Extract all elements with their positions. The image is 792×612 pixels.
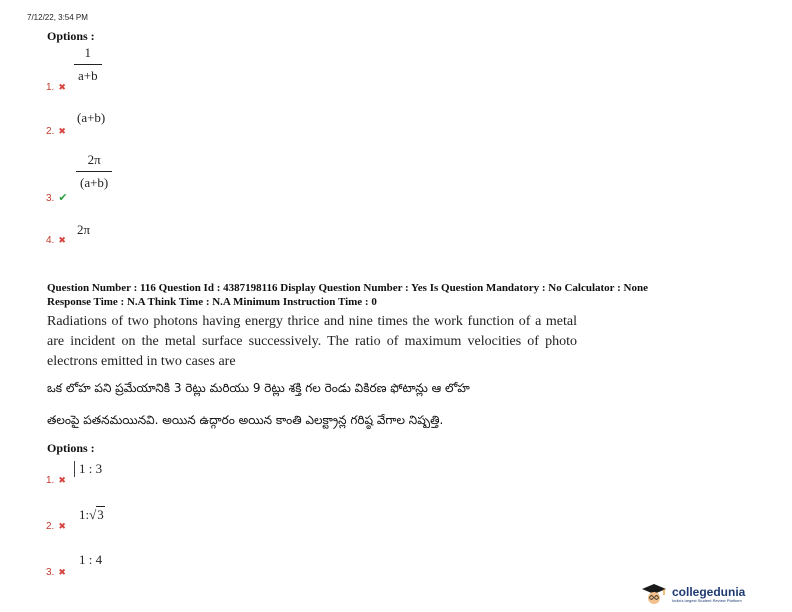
timestamp: 7/12/22, 3:54 PM <box>27 13 88 22</box>
numerator: 1 <box>84 45 92 60</box>
ratio-prefix: 1: <box>79 507 90 522</box>
radicand: 3 <box>97 507 104 522</box>
brand-name: collegedunia <box>672 584 746 599</box>
denominator: a+b <box>74 64 102 84</box>
option-number: 1. <box>46 82 55 93</box>
denominator: (a+b) <box>76 171 112 191</box>
option-4 <box>46 230 66 248</box>
question-meta <box>47 281 747 309</box>
fraction <box>74 45 102 84</box>
option-number: 1. <box>46 475 55 486</box>
cross-icon: ✖ <box>58 475 66 485</box>
options-label: Options : <box>47 29 95 43</box>
question-meta-line1: Question Number : 116 Question Id : 4387198116 Display Question Number : Yes Is Question Mandatory : No Calculator : None <box>47 282 648 294</box>
cross-icon: ✖ <box>58 82 66 92</box>
cross-icon: ✖ <box>58 567 66 577</box>
numerator: 2π <box>87 152 101 167</box>
option-3 <box>46 188 68 206</box>
brand-tagline: India's largest Student Review Platform <box>672 597 742 603</box>
option-number: 2. <box>46 521 55 532</box>
question-text-telugu-line2: తలంపై పతనమయినవి. అయిన ఉద్గారం అయిన కాంతి ఎలక్ట్రాన్ల గరిష్ఠ వేగాల నిష్పత్తి. <box>47 413 444 427</box>
option-text: 1 : 4 <box>79 552 103 567</box>
option-text <box>79 507 105 523</box>
option-1 <box>46 77 66 95</box>
option-number: 2. <box>46 126 55 137</box>
question-text-telugu-line1: ఒక లోహ పని ప్రమేయానికి 3 రెట్లు మరియు 9 రెట్లు శక్తి గల రెండు వికిరణ ఫోటాన్లు ఆ లోహ <box>47 381 470 395</box>
cross-icon: ✖ <box>58 126 66 136</box>
options-label: Options : <box>47 441 95 455</box>
fraction <box>76 152 112 191</box>
option-3 <box>46 562 66 580</box>
question-meta-line2: Response Time : N.A Think Time : N.A Minimum Instruction Time : 0 <box>47 296 377 308</box>
option-1 <box>46 470 66 488</box>
option-2 <box>46 121 66 139</box>
option-2 <box>46 516 66 534</box>
cross-icon: ✖ <box>58 235 66 245</box>
option-text: (a+b) <box>77 110 106 125</box>
graduation-cap-icon <box>640 583 668 605</box>
option-number: 3. <box>46 193 55 204</box>
option-number: 4. <box>46 235 55 246</box>
question-text-english: Radiations of two photons having energy thrice and nine times the work function of a metal are incident on the metal surface successively. The ratio of maximum velocities of photo electrons emitted in two cases are <box>47 314 577 369</box>
brand-logo[interactable] <box>640 583 745 605</box>
cross-icon: ✖ <box>58 521 66 531</box>
check-icon: ✔ <box>58 192 68 204</box>
sqrt-icon: √ <box>89 507 97 522</box>
option-number: 3. <box>46 567 55 578</box>
option-text: 2π <box>77 222 91 237</box>
option-text: 1 : 3 <box>74 461 102 477</box>
